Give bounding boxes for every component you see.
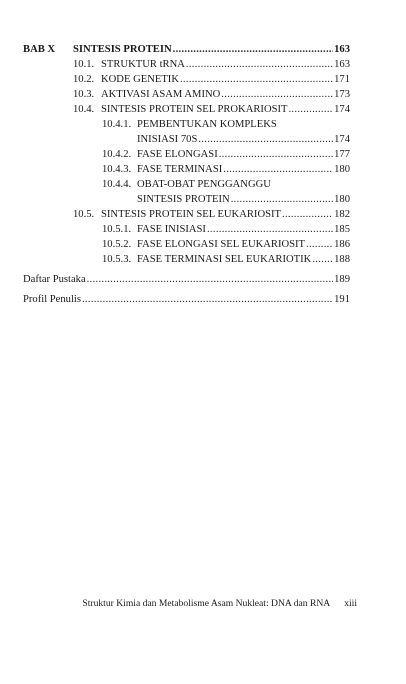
page-number: 174 (334, 104, 350, 115)
leader-dots (312, 253, 333, 266)
subsection-number: 10.5.3. (102, 254, 132, 265)
subsection-number: 10.4.1. (102, 119, 132, 130)
page-number: 182 (334, 209, 350, 220)
toc-section-entry[interactable] (73, 73, 350, 86)
subsection-title-continued: SINTESIS PROTEIN (137, 194, 230, 205)
page-number: 186 (334, 239, 350, 250)
page-number: 185 (334, 224, 350, 235)
toc-section-entry[interactable] (73, 88, 350, 101)
subsection-title: FASE ELONGASI SEL EUKARIOSIT (137, 239, 306, 250)
toc-backmatter-entry[interactable] (23, 293, 350, 306)
page-number: 188 (334, 254, 350, 265)
leader-dots (87, 273, 333, 286)
subsection-title: FASE TERMINASI (137, 164, 223, 175)
section-title: SINTESIS PROTEIN SEL PROKARIOSIT (101, 104, 288, 115)
backmatter-title: Profil Penulis (23, 294, 81, 305)
leader-dots (223, 163, 333, 176)
page-number: 173 (334, 89, 350, 100)
toc-section-entry[interactable] (73, 208, 350, 221)
section-number: 10.2. (73, 74, 95, 85)
subsection-number: 10.4.2. (102, 149, 132, 160)
page-number: 177 (334, 149, 350, 160)
backmatter-title: Daftar Pustaka (23, 274, 86, 285)
subsection-title: FASE INISIASI (137, 224, 206, 235)
leader-dots (288, 103, 333, 116)
page-number: 180 (334, 194, 350, 205)
subsection-title-continued: INISIASI 70S (137, 134, 198, 145)
section-title: KODE GENETIK (101, 74, 179, 85)
page-number: 180 (334, 164, 350, 175)
toc-section-entry[interactable] (73, 58, 350, 71)
page-number: 163 (334, 59, 350, 70)
page-number: 171 (334, 74, 350, 85)
section-number: 10.5. (73, 209, 95, 220)
toc-backmatter-entry[interactable] (23, 273, 350, 286)
subsection-title: FASE TERMINASI SEL EUKARIOTIK (137, 254, 312, 265)
leader-dots (219, 148, 333, 161)
toc-subsection-continuation[interactable] (137, 193, 350, 206)
subsection-number: 10.4.3. (102, 164, 132, 175)
leader-dots (306, 238, 333, 251)
section-title: STRUKTUR tRNA (101, 59, 185, 70)
toc-subsection-entry[interactable] (102, 163, 350, 176)
toc-subsection-entry[interactable] (102, 148, 350, 161)
toc-chapter-entry[interactable] (23, 43, 350, 56)
subsection-number: 10.5.1. (102, 224, 132, 235)
section-number: 10.3. (73, 89, 95, 100)
subsection-number: 10.5.2. (102, 239, 132, 250)
toc-subsection-entry[interactable] (102, 178, 350, 191)
toc-subsection-entry[interactable] (102, 238, 350, 251)
page-footer (82, 598, 357, 609)
section-title: SINTESIS PROTEIN SEL EUKARIOSIT (101, 209, 281, 220)
toc-subsection-entry[interactable] (102, 118, 350, 131)
leader-dots (282, 208, 333, 221)
toc-subsection-entry[interactable] (102, 253, 350, 266)
subsection-title: OBAT-OBAT PENGGANGGU (137, 179, 271, 190)
page-folio: xiii (344, 598, 357, 609)
page-number: 163 (334, 44, 350, 55)
toc-subsection-continuation[interactable] (137, 133, 350, 146)
subsection-number: 10.4.4. (102, 179, 132, 190)
leader-dots (180, 73, 333, 86)
subsection-title: FASE ELONGASI (137, 149, 218, 160)
chapter-label: BAB X (23, 44, 56, 55)
toc-subsection-entry[interactable] (102, 223, 350, 236)
chapter-title: SINTESIS PROTEIN (73, 44, 172, 55)
leader-dots (207, 223, 333, 236)
section-number: 10.1. (73, 59, 95, 70)
section-number: 10.4. (73, 104, 95, 115)
leader-dots (82, 293, 333, 306)
subsection-title: PEMBENTUKAN KOMPLEKS (137, 119, 277, 130)
page-number: 191 (334, 294, 350, 305)
toc-section-entry[interactable] (73, 103, 350, 116)
leader-dots (221, 88, 333, 101)
leader-dots (231, 193, 333, 206)
page-number: 189 (334, 274, 350, 285)
footer-running-title: Struktur Kimia dan Metabolisme Asam Nukleat: DNA dan RNA (82, 598, 331, 609)
leader-dots (198, 133, 333, 146)
section-title: AKTIVASI ASAM AMINO (101, 89, 221, 100)
leader-dots (173, 43, 333, 56)
page-number: 174 (334, 134, 350, 145)
leader-dots (186, 58, 333, 71)
